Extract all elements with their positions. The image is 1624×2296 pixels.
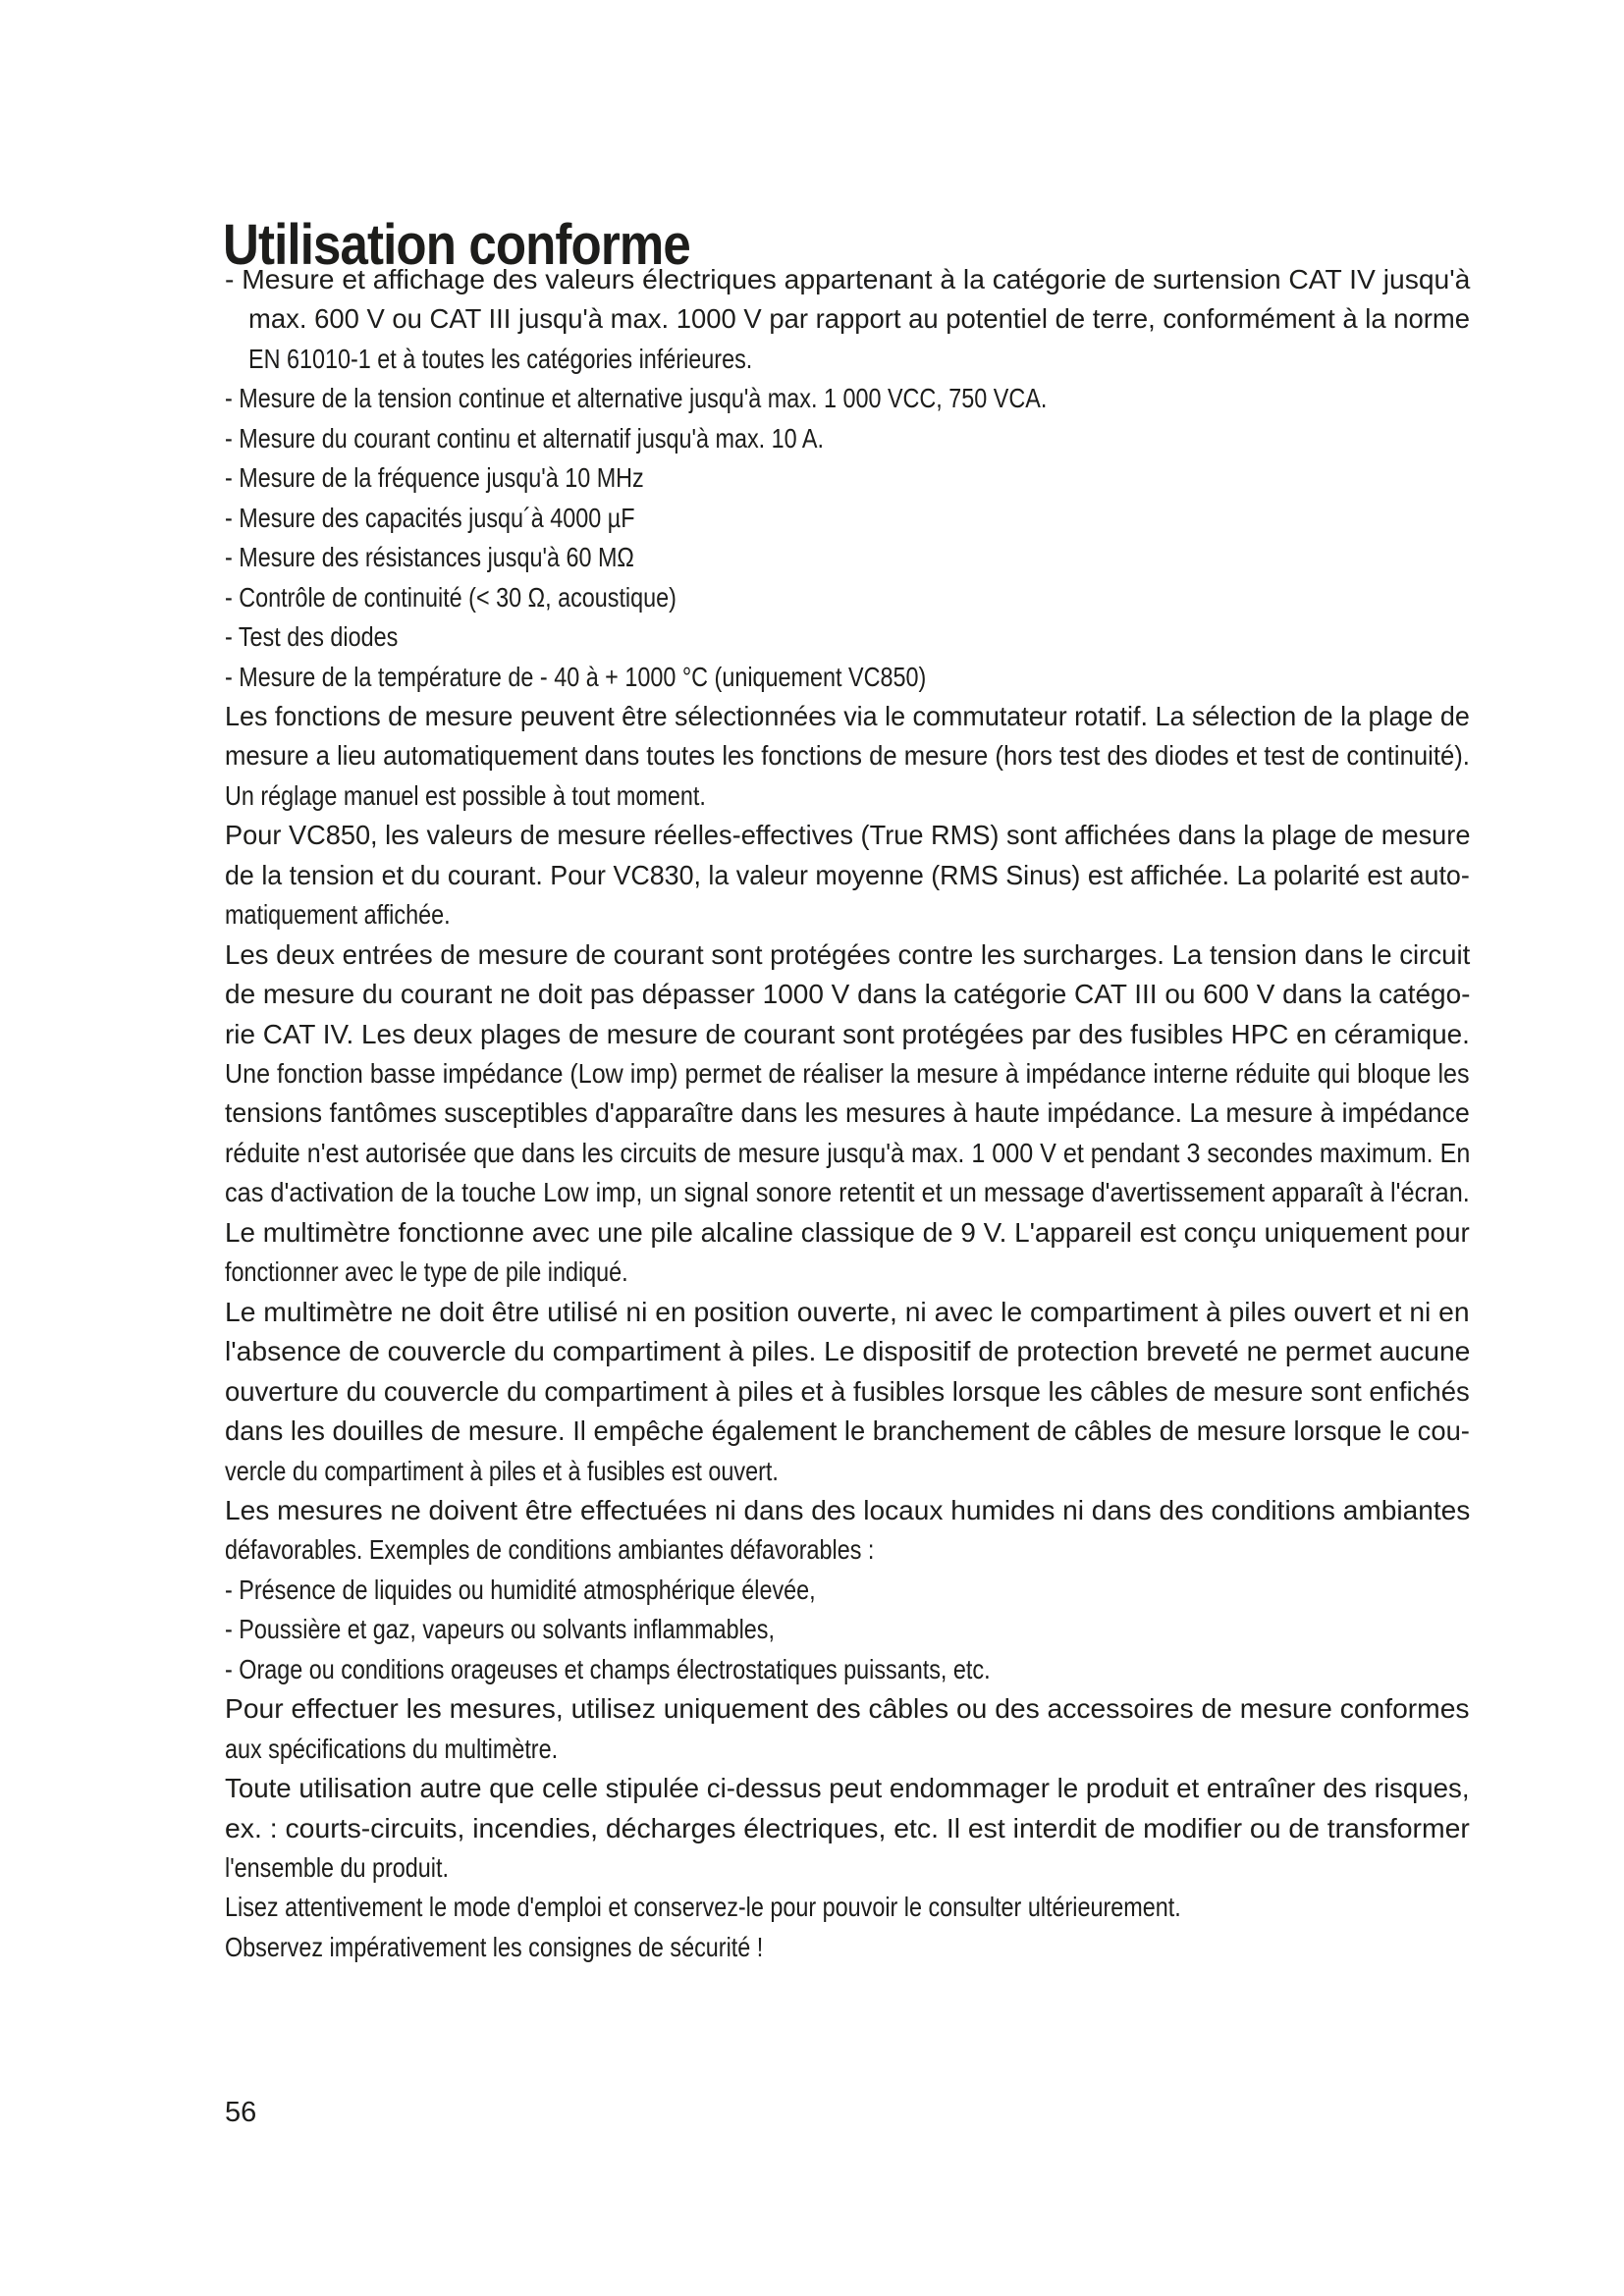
text-line: mesure a lieu automatiquement dans toutes les fonctions de mesure (hors test des diodes et test de continuité). — [225, 740, 1470, 771]
text-line: - Mesure de la température de - 40 à + 1000 °C (uniquement VC850) — [225, 662, 927, 692]
page-number: 56 — [225, 2097, 257, 2128]
text-line: dans les douilles de mesure. Il empêche également le branchement de câbles de mesure lorsque le cou- — [225, 1415, 1470, 1446]
text-line: - Mesure de la fréquence jusqu'à 10 MHz — [225, 462, 644, 493]
text-line: de mesure du courant ne doit pas dépasser 1000 V dans la catégorie CAT III ou 600 V dans la catégo- — [225, 979, 1471, 1009]
text-line: Lisez attentivement le mode d'emploi et conservez-le pour pouvoir le consulter ultérieurement. — [225, 1892, 1181, 1922]
text-line: aux spécifications du multimètre. — [225, 1734, 559, 1764]
text-line: Le multimètre ne doit être utilisé ni en position ouverte, ni avec le compartiment à piles ouvert et ni en — [225, 1297, 1470, 1327]
text-line: Observez impérativement les consignes de sécurité ! — [225, 1932, 764, 1962]
text-line: Les mesures ne doivent être effectuées ni dans des locaux humides ni dans des conditions ambiantes — [225, 1495, 1471, 1525]
text-line: max. 600 V ou CAT III jusqu'à max. 1000 V par rapport au potentiel de terre, conformément à la norme — [248, 303, 1470, 334]
text-line: - Contrôle de continuité (< 30 Ω, acoustique) — [225, 582, 677, 613]
text-line: - Présence de liquides ou humidité atmosphérique élevée, — [225, 1575, 816, 1605]
text-line: - Mesure des capacités jusqu´à 4000 µF — [225, 503, 635, 533]
text-line: cas d'activation de la touche Low imp, un signal sonore retentit et un message d'avertissement apparaît à l'écran. — [225, 1177, 1470, 1207]
text-line: EN 61010-1 et à toutes les catégories inférieures. — [248, 344, 753, 374]
text-line: Un réglage manuel est possible à tout moment. — [225, 780, 706, 811]
text-line: - Mesure et affichage des valeurs électriques appartenant à la catégorie de surtension CAT IV jusqu'à — [225, 264, 1471, 294]
text-line: Une fonction basse impédance (Low imp) permet de réaliser la mesure à impédance interne réduite qui bloque les — [225, 1058, 1470, 1089]
text-line: - Mesure du courant continu et alternatif jusqu'à max. 10 A. — [225, 423, 824, 454]
text-line: Les fonctions de mesure peuvent être sélectionnées via le commutateur rotatif. La sélection de la plage de — [225, 701, 1470, 731]
text-line: vercle du compartiment à piles et à fusibles est ouvert. — [225, 1456, 779, 1486]
text-line: l'ensemble du produit. — [225, 1852, 449, 1883]
text-line: l'absence de couvercle du compartiment à piles. Le dispositif de protection breveté ne permet aucune — [225, 1336, 1471, 1366]
text-line: - Poussière et gaz, vapeurs ou solvants inflammables, — [225, 1614, 775, 1644]
text-line: de la tension et du courant. Pour VC830, la valeur moyenne (RMS Sinus) est affichée. La polarité est auto- — [225, 860, 1470, 890]
text-line: Les deux entrées de mesure de courant sont protégées contre les surcharges. La tension dans le circuit — [225, 939, 1471, 970]
text-line: ouverture du couvercle du compartiment à piles et à fusibles lorsque les câbles de mesure sont enfichés — [225, 1376, 1470, 1407]
page-title: Utilisation conforme — [223, 213, 690, 277]
text-line: matiquement affichée. — [225, 899, 451, 930]
text-line: Toute utilisation autre que celle stipulée ci-dessus peut endommager le produit et entraîner des risques, — [225, 1773, 1470, 1803]
text-line: - Mesure des résistances jusqu'à 60 MΩ — [225, 542, 634, 572]
text-line: fonctionner avec le type de pile indiqué. — [225, 1256, 628, 1287]
text-line: rie CAT IV. Les deux plages de mesure de courant sont protégées par des fusibles HPC en céramique. — [225, 1019, 1470, 1049]
text-line: - Orage ou conditions orageuses et champs électrostatiques puissants, etc. — [225, 1654, 991, 1684]
text-line: Pour effectuer les mesures, utilisez uniquement des câbles ou des accessoires de mesure conformes — [225, 1693, 1470, 1724]
text-line: défavorables. Exemples de conditions ambiantes défavorables : — [225, 1534, 875, 1565]
text-line: tensions fantômes susceptibles d'apparaître dans les mesures à haute impédance. La mesure à impédance — [225, 1097, 1470, 1128]
text-line: ex. : courts-circuits, incendies, décharges électriques, etc. Il est interdit de modifier ou de transformer — [225, 1813, 1470, 1843]
text-line: réduite n'est autorisée que dans les circuits de mesure jusqu'à max. 1 000 V et pendant 3 secondes maximum. En — [225, 1138, 1471, 1168]
text-line: - Mesure de la tension continue et alternative jusqu'à max. 1 000 VCC, 750 VCA. — [225, 383, 1048, 413]
text-line: Le multimètre fonctionne avec une pile alcaline classique de 9 V. L'appareil est conçu uniquement pour — [225, 1217, 1470, 1248]
text-line: Pour VC850, les valeurs de mesure réelles-effectives (True RMS) sont affichées dans la plage de mesure — [225, 820, 1471, 850]
text-line: - Test des diodes — [225, 621, 399, 652]
